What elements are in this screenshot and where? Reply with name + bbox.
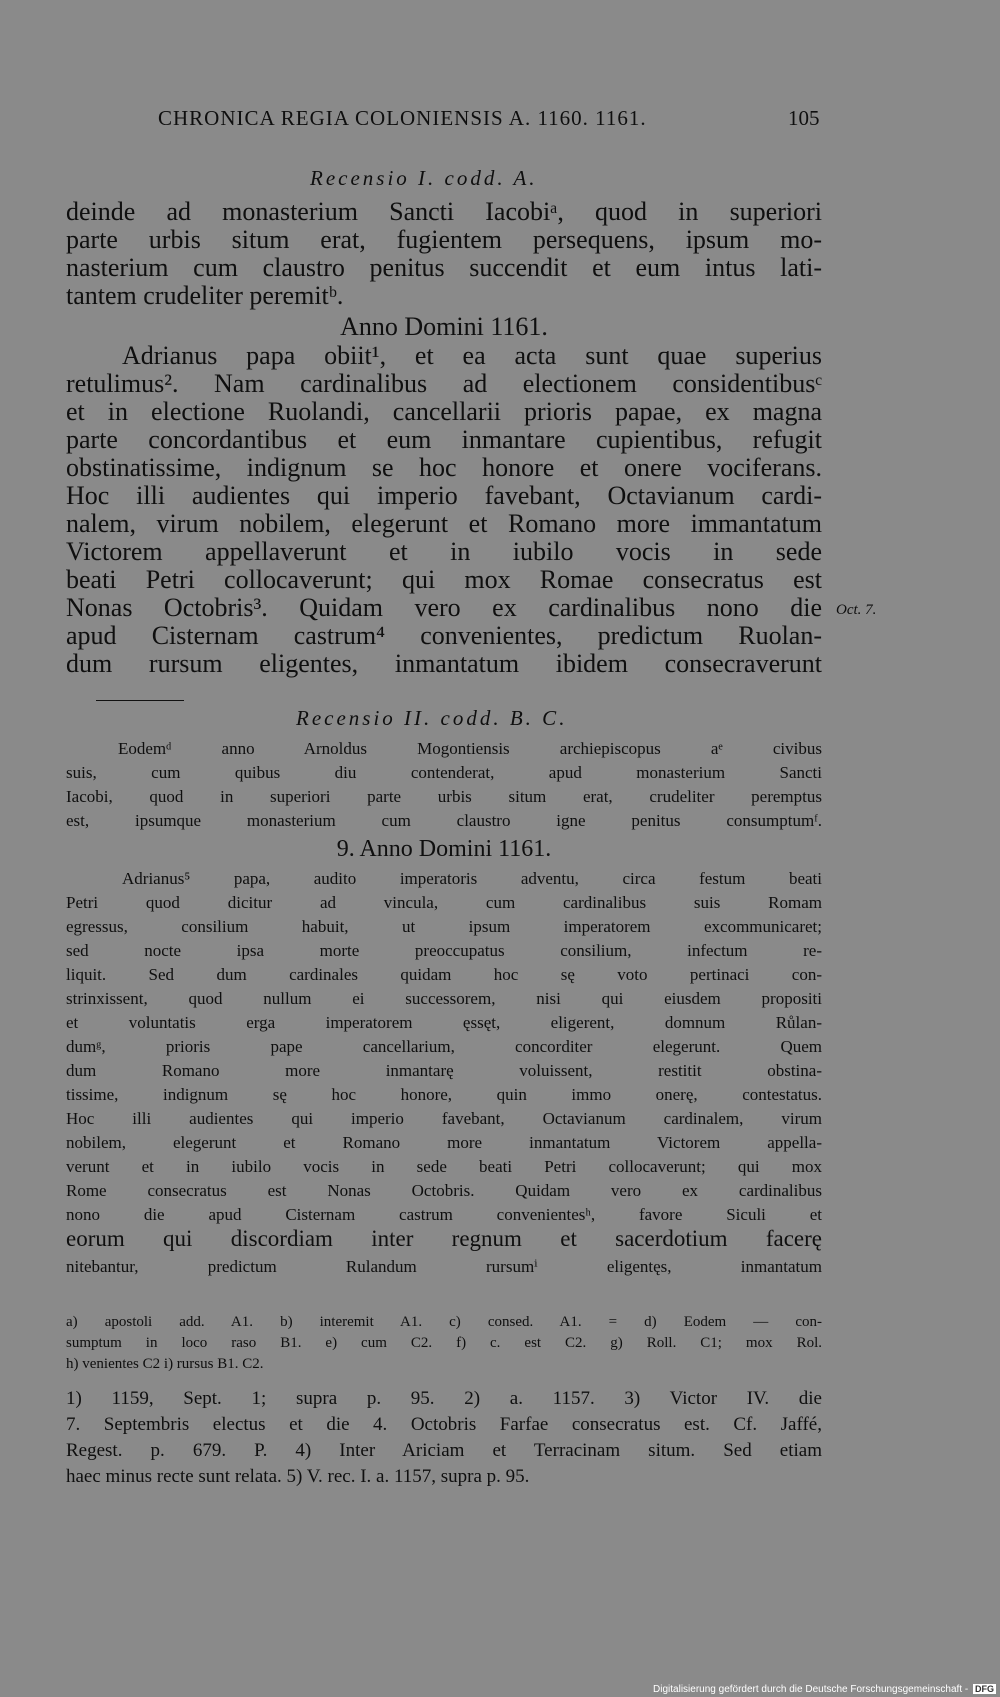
rec2-line: Adrianus⁵ papa, audito imperatoris adventu, circa festum beati [122, 869, 822, 888]
apparatus-line: sumptum in loco raso B1. e) cum C2. f) c. est C2. g) Roll. C1; mox Rol. [66, 1335, 822, 1351]
credit-text: Digitalisierung gefördert durch die Deutsche Forschungsgemeinschaft - [653, 1684, 969, 1695]
rec2-line: est, ipsumque monasterium cum claustro igne penitus consumptumᶠ. [66, 811, 822, 830]
rec1-line: tantem crudeliter peremitᵇ. [66, 281, 344, 310]
rec1-line: parte urbis situm erat, fugientem persequens, ipsum mo- [66, 225, 822, 254]
rec2-line: suis, cum quibus diu contenderat, apud monasterium Sancti [66, 763, 822, 782]
rec1-line: Adrianus papa obiit¹, et ea acta sunt quae superius [122, 341, 822, 370]
rec2-line: Hoc illi audientes qui imperio favebant, Octavianum cardinalem, virum [66, 1109, 822, 1128]
rec2-line: sed nocte ipsa morte preoccupatus consilium, infectum re- [66, 941, 822, 960]
rec2-line: tissime, indignum sę hoc honore, quin immo onerę, contestatus. [66, 1085, 822, 1104]
section-divider [96, 700, 184, 701]
margin-date-note: Oct. 7. [836, 602, 877, 618]
recension-2-heading: Recensio II. codd. B. C. [296, 706, 568, 730]
footnote-line: Regest. p. 679. P. 4) Inter Ariciam et Terracinam situm. Sed etiam [66, 1440, 822, 1461]
rec2-line: dumᵍ, prioris pape cancellarium, concorditer elegerunt. Quem [66, 1037, 822, 1056]
rec2-line: eorum qui discordiam inter regnum et sacerdotium facerę [66, 1226, 822, 1251]
footnote-line: haec minus recte sunt relata. 5) V. rec. I. a. 1157, supra p. 95. [66, 1466, 530, 1487]
rec2-line: Petri quod dicitur ad vincula, cum cardinalibus suis Romam [66, 893, 822, 912]
rec1-line: et in electione Ruolandi, cancellarii prioris papae, ex magna [66, 397, 822, 426]
rec2-line: Rome consecratus est Nonas Octobris. Quidam vero ex cardinalibus [66, 1181, 822, 1200]
recension-1-heading: Recensio I. codd. A. [310, 166, 538, 190]
rec2-line: nobilem, elegerunt et Romano more inmantatum Victorem appella- [66, 1133, 822, 1152]
rec2-line: et voluntatis erga imperatorem ęssęt, eligerent, domnum Růlan- [66, 1013, 822, 1032]
rec1-line: Hoc illi audientes qui imperio favebant, Octavianum cardi- [66, 481, 822, 510]
rec2-line: Iacobi, quod in superiori parte urbis situm erat, crudeliter peremptus [66, 787, 822, 806]
rec1-line: deinde ad monasterium Sancti Iacobiᵃ, quod in superiori [66, 197, 822, 226]
apparatus-line: a) apostoli add. A1. b) interemit A1. c) consed. A1. = d) Eodem — con- [66, 1314, 822, 1330]
rec2-line: nitebantur, predictum Rulandum rursumⁱ eligentęs, inmantatum [66, 1257, 822, 1276]
footnote-line: 7. Septembris electus et die 4. Octobris Farfae consecratus est. Cf. Jaffé, [66, 1414, 822, 1435]
digitization-credit [653, 1684, 996, 1695]
page-number: 105 [788, 106, 820, 130]
rec2-line: dum Romano more inmantarę voluissent, restitit obstina- [66, 1061, 822, 1080]
rec2-line: verunt et in iubilo vocis in sede beati Petri collocaverunt; qui mox [66, 1157, 822, 1176]
rec1-line: nalem, virum nobilem, elegerunt et Romano more immantatum [66, 509, 822, 538]
rec1-line: nasterium cum claustro penitus succendit et eum intus lati- [66, 253, 822, 282]
apparatus-line: h) venientes C2 i) rursus B1. C2. [66, 1356, 264, 1372]
rec1-line: obstinatissime, indignum se hoc honore et onere vociferans. [66, 453, 822, 482]
rec1-line: parte concordantibus et eum inmantare cupientibus, refugit [66, 425, 822, 454]
rec2-line: Eodemᵈ anno Arnoldus Mogontiensis archiepiscopus aᵉ civibus [118, 739, 822, 758]
rec2-line: egressus, consilium habuit, ut ipsum imperatorem excommunicaret; [66, 917, 822, 936]
rec2-line: strinxissent, quod nullum ei successorem, nisi qui eiusdem propositi [66, 989, 822, 1008]
dfg-logo: DFG [975, 1684, 994, 1694]
rec2-line: nono die apud Cisternam castrum convenientesʰ, favore Siculi et [66, 1205, 822, 1224]
rec1-line: apud Cisternam castrum⁴ convenientes, predictum Ruolan- [66, 621, 822, 650]
running-head: CHRONICA REGIA COLONIENSIS A. 1160. 1161. [158, 106, 647, 130]
rec1-year-heading: Anno Domini 1161. [340, 312, 548, 341]
footnote-line: 1) 1159, Sept. 1; supra p. 95. 2) a. 1157. 3) Victor IV. die [66, 1388, 822, 1409]
rec2-line: liquit. Sed dum cardinales quidam hoc sę voto pertinaci con- [66, 965, 822, 984]
rec2-year-heading: 9. Anno Domini 1161. [336, 836, 552, 862]
rec1-line: Nonas Octobris³. Quidam vero ex cardinalibus nono die [66, 593, 822, 622]
rec1-line: retulimus². Nam cardinalibus ad electionem considentibusᶜ [66, 369, 822, 398]
rec1-line: dum rursum eligentes, inmantatum ibidem consecraverunt [66, 649, 822, 678]
rec1-line: Victorem appellaverunt et in iubilo vocis in sede [66, 537, 822, 566]
rec1-line: beati Petri collocaverunt; qui mox Romae consecratus est [66, 565, 822, 594]
